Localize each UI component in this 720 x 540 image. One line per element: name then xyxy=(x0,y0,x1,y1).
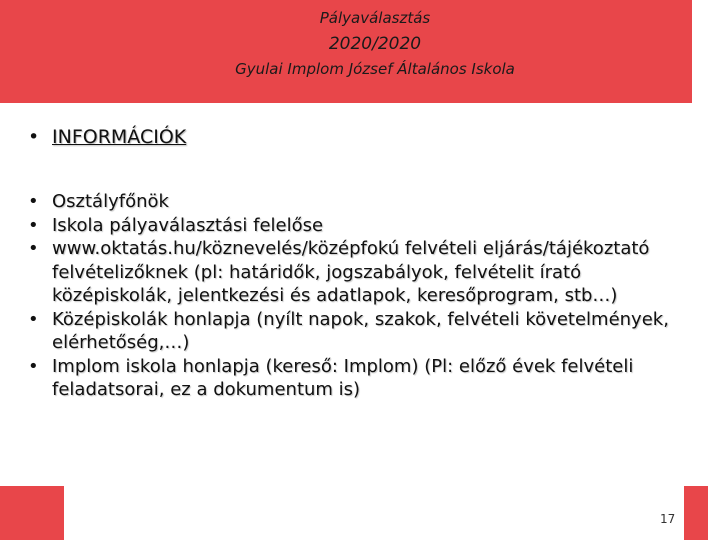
list-item-text: Iskola pályaválasztási felelőse xyxy=(52,214,324,236)
page-number: 17 xyxy=(660,512,676,526)
title-line-1: Pályaválasztás xyxy=(319,9,431,27)
bullet-marker: • xyxy=(28,126,40,148)
list-item xyxy=(28,308,688,355)
bullet-marker: • xyxy=(28,238,39,259)
list-item xyxy=(28,190,688,214)
info-heading xyxy=(28,126,186,148)
list-item xyxy=(28,237,688,308)
title-banner xyxy=(0,0,692,103)
list-item-text: Osztályfőnök xyxy=(52,191,169,212)
bullet-marker: • xyxy=(28,214,39,236)
bullet-marker: • xyxy=(28,308,39,330)
info-heading-label: INFORMÁCIÓK xyxy=(52,126,187,148)
bullet-list xyxy=(28,190,688,402)
list-item xyxy=(28,355,688,402)
bullet-marker: • xyxy=(28,355,39,377)
footer-box xyxy=(64,486,684,540)
list-item-text: Középiskolák honlapja (nyílt napok, szakok, felvételi követelmények, elérhetőség,…) xyxy=(52,308,669,353)
bullet-marker: • xyxy=(28,191,39,212)
list-item-text: Implom iskola honlapja (kereső: Implom) (Pl: előző évek felvételi feladatsorai, ez a dokumentum is) xyxy=(52,355,634,400)
title-line-2: 2020/2020 xyxy=(328,34,422,54)
title-line-3: Gyulai Implom József Általános Iskola xyxy=(235,60,515,78)
list-item-text: www.oktatás.hu/köznevelés/középfokú felvételi eljárás/tájékoztató felvételizőknek (pl: határidők, jogszabályok, felvételit írató középiskolák, jelentkezési és adatlapok, keresőprogram, stb…) xyxy=(52,238,650,306)
list-item xyxy=(28,214,688,238)
